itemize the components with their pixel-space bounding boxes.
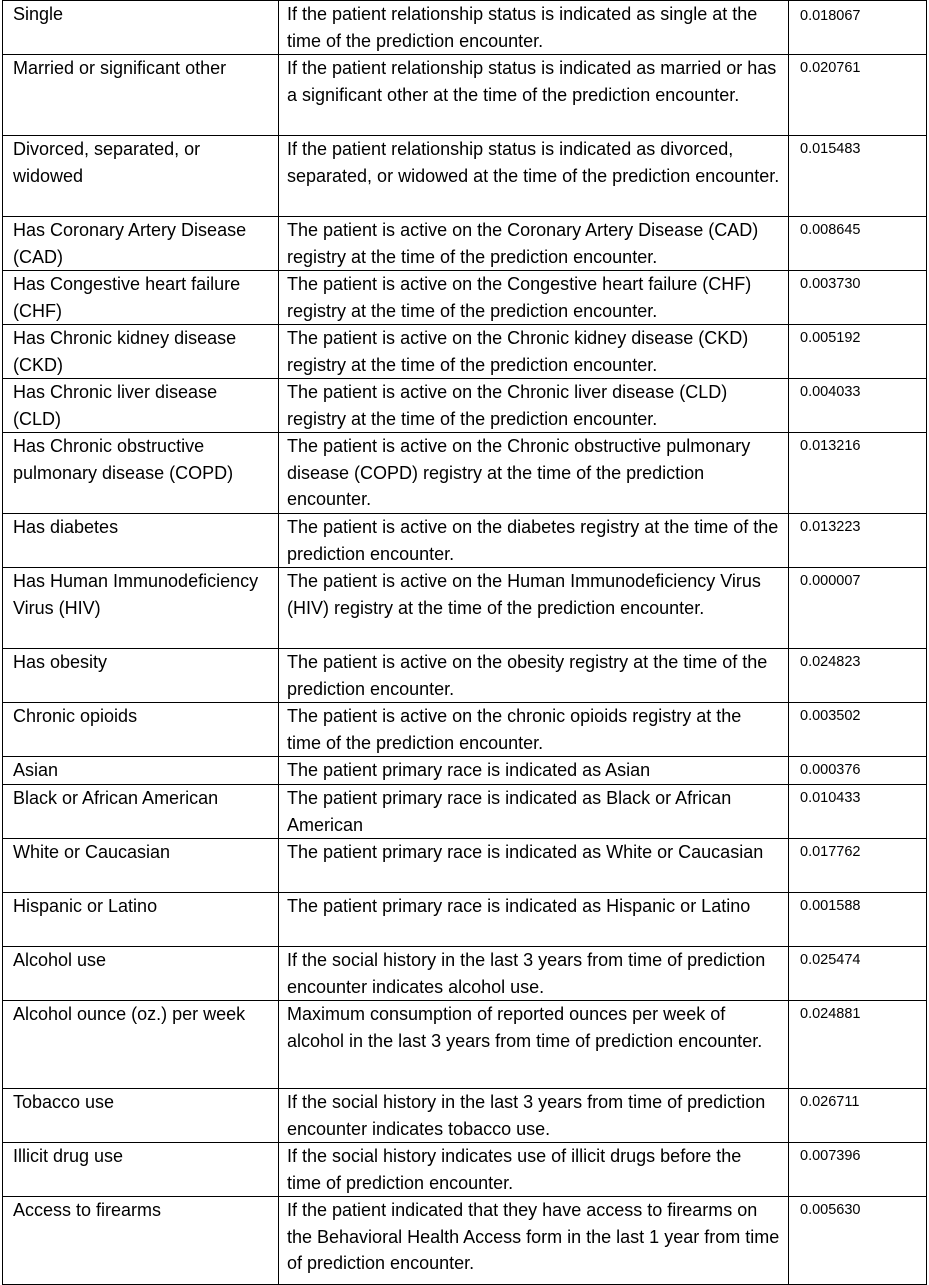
feature-table-body — [3, 1, 927, 1285]
variable-cell: Has Congestive heart failure (CHF) — [3, 271, 279, 325]
description-cell: The patient is active on the Coronary Artery Disease (CAD) registry at the time of the prediction encounter. — [279, 217, 789, 271]
value-cell: 0.017762 — [789, 839, 927, 893]
table-row — [3, 1001, 927, 1089]
variable-cell: Chronic opioids — [3, 703, 279, 757]
description-cell: The patient primary race is indicated as Hispanic or Latino — [279, 893, 789, 947]
table-row — [3, 893, 927, 947]
value-cell: 0.000007 — [789, 568, 927, 649]
description-cell: If the patient relationship status is indicated as single at the time of the prediction encounter. — [279, 1, 789, 55]
value-cell: 0.005192 — [789, 325, 927, 379]
variable-cell: Divorced, separated, or widowed — [3, 136, 279, 217]
table-row — [3, 1197, 927, 1285]
description-cell: Maximum consumption of reported ounces per week of alcohol in the last 3 years from time of prediction encounter. — [279, 1001, 789, 1089]
value-cell: 0.013223 — [789, 514, 927, 568]
variable-cell: Access to firearms — [3, 1197, 279, 1285]
value-cell: 0.008645 — [789, 217, 927, 271]
description-cell: The patient is active on the Chronic obstructive pulmonary disease (COPD) registry at the time of the prediction encounter. — [279, 433, 789, 514]
value-cell: 0.013216 — [789, 433, 927, 514]
variable-cell: Has Coronary Artery Disease (CAD) — [3, 217, 279, 271]
feature-table — [2, 0, 927, 1285]
variable-cell: Asian — [3, 757, 279, 785]
description-cell: The patient is active on the Chronic liver disease (CLD) registry at the time of the prediction encounter. — [279, 379, 789, 433]
variable-cell: Has Chronic obstructive pulmonary disease (COPD) — [3, 433, 279, 514]
table-row — [3, 568, 927, 649]
description-cell: If the social history in the last 3 years from time of prediction encounter indicates alcohol use. — [279, 947, 789, 1001]
variable-cell: Has diabetes — [3, 514, 279, 568]
table-row — [3, 649, 927, 703]
table-row — [3, 514, 927, 568]
table-row — [3, 1, 927, 55]
description-cell: The patient is active on the Chronic kidney disease (CKD) registry at the time of the prediction encounter. — [279, 325, 789, 379]
description-cell: The patient primary race is indicated as Asian — [279, 757, 789, 785]
value-cell: 0.007396 — [789, 1143, 927, 1197]
value-cell: 0.004033 — [789, 379, 927, 433]
value-cell: 0.005630 — [789, 1197, 927, 1285]
description-cell: The patient is active on the chronic opioids registry at the time of the prediction encounter. — [279, 703, 789, 757]
table-row — [3, 839, 927, 893]
table-row — [3, 703, 927, 757]
description-cell: The patient is active on the obesity registry at the time of the prediction encounter. — [279, 649, 789, 703]
value-cell: 0.024823 — [789, 649, 927, 703]
value-cell: 0.026711 — [789, 1089, 927, 1143]
value-cell: 0.024881 — [789, 1001, 927, 1089]
variable-cell: Illicit drug use — [3, 1143, 279, 1197]
table-row — [3, 325, 927, 379]
variable-cell: Has obesity — [3, 649, 279, 703]
description-cell: If the patient indicated that they have access to firearms on the Behavioral Health Access form in the last 1 year from time of prediction encounter. — [279, 1197, 789, 1285]
value-cell: 0.015483 — [789, 136, 927, 217]
value-cell: 0.003502 — [789, 703, 927, 757]
variable-cell: Hispanic or Latino — [3, 893, 279, 947]
description-cell: The patient is active on the Congestive heart failure (CHF) registry at the time of the prediction encounter. — [279, 271, 789, 325]
table-row — [3, 271, 927, 325]
table-row — [3, 1143, 927, 1197]
table-row — [3, 947, 927, 1001]
table-row — [3, 217, 927, 271]
variable-cell: Has Human Immunodeficiency Virus (HIV) — [3, 568, 279, 649]
variable-cell: Has Chronic liver disease (CLD) — [3, 379, 279, 433]
variable-cell: Black or African American — [3, 785, 279, 839]
description-cell: If the social history indicates use of illicit drugs before the time of prediction encounter. — [279, 1143, 789, 1197]
description-cell: If the social history in the last 3 years from time of prediction encounter indicates tobacco use. — [279, 1089, 789, 1143]
table-row — [3, 379, 927, 433]
value-cell: 0.003730 — [789, 271, 927, 325]
description-cell: The patient is active on the diabetes registry at the time of the prediction encounter. — [279, 514, 789, 568]
value-cell: 0.020761 — [789, 55, 927, 136]
variable-cell: Alcohol ounce (oz.) per week — [3, 1001, 279, 1089]
variable-cell: White or Caucasian — [3, 839, 279, 893]
variable-cell: Single — [3, 1, 279, 55]
description-cell: The patient primary race is indicated as White or Caucasian — [279, 839, 789, 893]
value-cell: 0.000376 — [789, 757, 927, 785]
value-cell: 0.010433 — [789, 785, 927, 839]
value-cell: 0.018067 — [789, 1, 927, 55]
table-row — [3, 1089, 927, 1143]
variable-cell: Has Chronic kidney disease (CKD) — [3, 325, 279, 379]
value-cell: 0.001588 — [789, 893, 927, 947]
value-cell: 0.025474 — [789, 947, 927, 1001]
description-cell: If the patient relationship status is indicated as divorced, separated, or widowed at the time of the prediction encounter. — [279, 136, 789, 217]
table-row — [3, 136, 927, 217]
variable-cell: Alcohol use — [3, 947, 279, 1001]
table-row — [3, 55, 927, 136]
description-cell: If the patient relationship status is indicated as married or has a significant other at the time of the prediction encounter. — [279, 55, 789, 136]
table-row — [3, 433, 927, 514]
description-cell: The patient is active on the Human Immunodeficiency Virus (HIV) registry at the time of the prediction encounter. — [279, 568, 789, 649]
variable-cell: Married or significant other — [3, 55, 279, 136]
description-cell: The patient primary race is indicated as Black or African American — [279, 785, 789, 839]
table-row — [3, 757, 927, 785]
table-row — [3, 785, 927, 839]
variable-cell: Tobacco use — [3, 1089, 279, 1143]
